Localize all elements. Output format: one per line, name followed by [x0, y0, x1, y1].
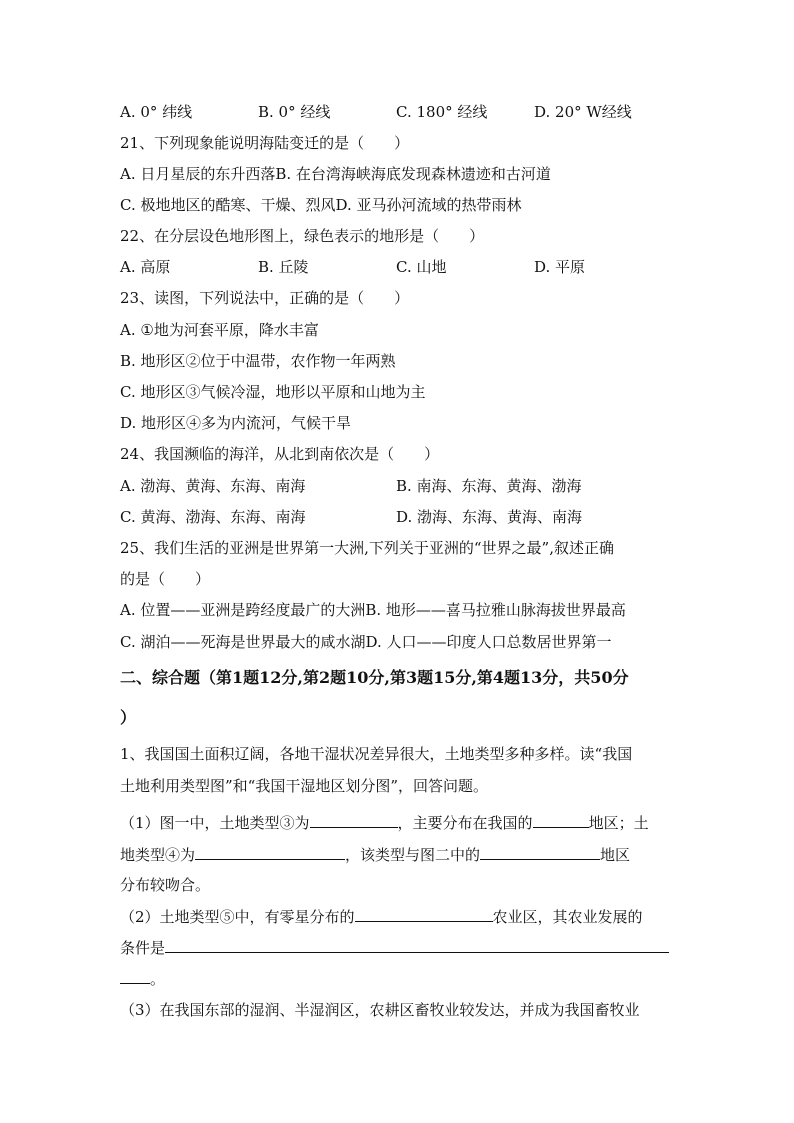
s1-part1-line2	[120, 844, 630, 865]
s1-part1-text-d: 地类型④为	[120, 846, 196, 864]
q25-stem-line2: 的是（ ）	[120, 570, 211, 588]
q20-options	[120, 102, 680, 122]
q21-options-line1: A. 日月星辰的东升西落B. 在台湾海峡海底发现森林遗迹和古河道	[120, 165, 551, 183]
q21-options-line2: C. 极地地区的酷寒、干燥、烈风D. 亚马孙河流域的热带雨林	[120, 196, 522, 214]
s1-part2-text-b: 农业区，其农业发展的	[492, 908, 643, 926]
blank-conditions-cont[interactable]	[120, 968, 150, 984]
q24-option-a: A. 渤海、黄海、东海、南海	[120, 477, 306, 495]
s1-part3-line1: （3）在我国东部的湿润、半湿润区，农耕区畜牧业较发达，并成为我国畜牧业	[120, 1001, 640, 1019]
q23-option-c: C. 地形区③气候冷湿，地形以平原和山地为主	[120, 383, 426, 401]
q25-options-line2: C. 湖泊——死海是世界最大的咸水湖D. 人口——印度人口总数居世界第一	[120, 633, 612, 651]
q21-stem: 21、下列现象能说明海陆变迁的是（ ）	[120, 134, 410, 152]
s1-part2-line3	[120, 968, 165, 989]
blank-conditions[interactable]	[165, 937, 669, 953]
blank-land-type-3[interactable]	[310, 812, 398, 828]
s1-part1-text-b: ，主要分布在我国的	[397, 814, 533, 832]
q20-option-d: D. 20° W经线	[534, 103, 632, 121]
q25-stem-line1: 25、我们生活的亚洲是世界第一大洲,下列关于亚洲的“世界之最”,叙述正确	[120, 539, 614, 557]
s1-part2-line2	[120, 937, 669, 958]
s1-part1-text-e: ，该类型与图二中的	[345, 846, 481, 864]
s1-intro-line1: 1、我国国土面积辽阔，各地干湿状况差异很大，土地类型多种多样。读“我国	[120, 745, 633, 763]
q24-options-row1	[120, 476, 680, 496]
blank-agri-region[interactable]	[355, 906, 493, 922]
q22-options	[120, 257, 680, 277]
q20-option-a: A. 0° 纬线	[120, 103, 193, 121]
s1-part2-text-c: 条件是	[120, 939, 166, 957]
blank-region-1[interactable]	[533, 812, 589, 828]
q20-option-b: B. 0° 经线	[258, 103, 331, 121]
s1-part1-line1	[120, 812, 649, 833]
q24-option-c: C. 黄海、渤海、东海、南海	[120, 508, 306, 526]
s1-part2-text-a: （2）土地类型⑤中，有零星分布的	[120, 908, 355, 926]
q24-options-row2	[120, 507, 680, 527]
q23-option-b: B. 地形区②位于中温带，农作物一年两熟	[120, 352, 396, 370]
s1-intro-line2: 土地利用类型图”和“我国干湿地区划分图”，回答问题。	[120, 777, 489, 795]
q20-option-c: C. 180° 经线	[396, 103, 488, 121]
s1-part2-text-d: 。	[150, 970, 166, 988]
s1-part2-line1	[120, 906, 643, 927]
s1-part1-text-a: （1）图一中，土地类型③为	[120, 814, 310, 832]
q22-option-c: C. 山地	[396, 258, 447, 276]
s1-part1-text-c: 地区；土	[588, 814, 649, 832]
blank-region-2[interactable]	[480, 844, 600, 860]
s1-part1-text-g: 分布较吻合。	[120, 876, 211, 894]
q24-stem: 24、我国濒临的海洋，从北到南依次是（ ）	[120, 445, 440, 463]
blank-land-type-4[interactable]	[195, 844, 345, 860]
s1-part1-text-f: 地区	[600, 846, 631, 864]
q23-option-a: A. ①地为河套平原，降水丰富	[120, 321, 319, 339]
q23-stem: 23、读图，下列说法中，正确的是（ ）	[120, 289, 410, 307]
q23-option-d: D. 地形区④多为内流河，气候干旱	[120, 414, 352, 432]
section2-title-line1: 二、综合题（第1题12分,第2题10分,第3题15分,第4题13分，共50分	[120, 668, 629, 687]
q25-options-line1: A. 位置——亚洲是跨经度最广的大洲B. 地形——喜马拉雅山脉海拔世界最高	[120, 601, 626, 619]
q22-option-b: B. 丘陵	[258, 258, 309, 276]
q22-option-d: D. 平原	[534, 258, 586, 276]
q24-option-b: B. 南海、东海、黄海、渤海	[396, 477, 582, 495]
q24-option-d: D. 渤海、东海、黄海、南海	[396, 508, 583, 526]
section2-title-line2: ）	[120, 708, 137, 727]
q22-stem: 22、在分层设色地形图上，绿色表示的地形是（ ）	[120, 227, 485, 245]
q22-option-a: A. 高原	[120, 258, 171, 276]
